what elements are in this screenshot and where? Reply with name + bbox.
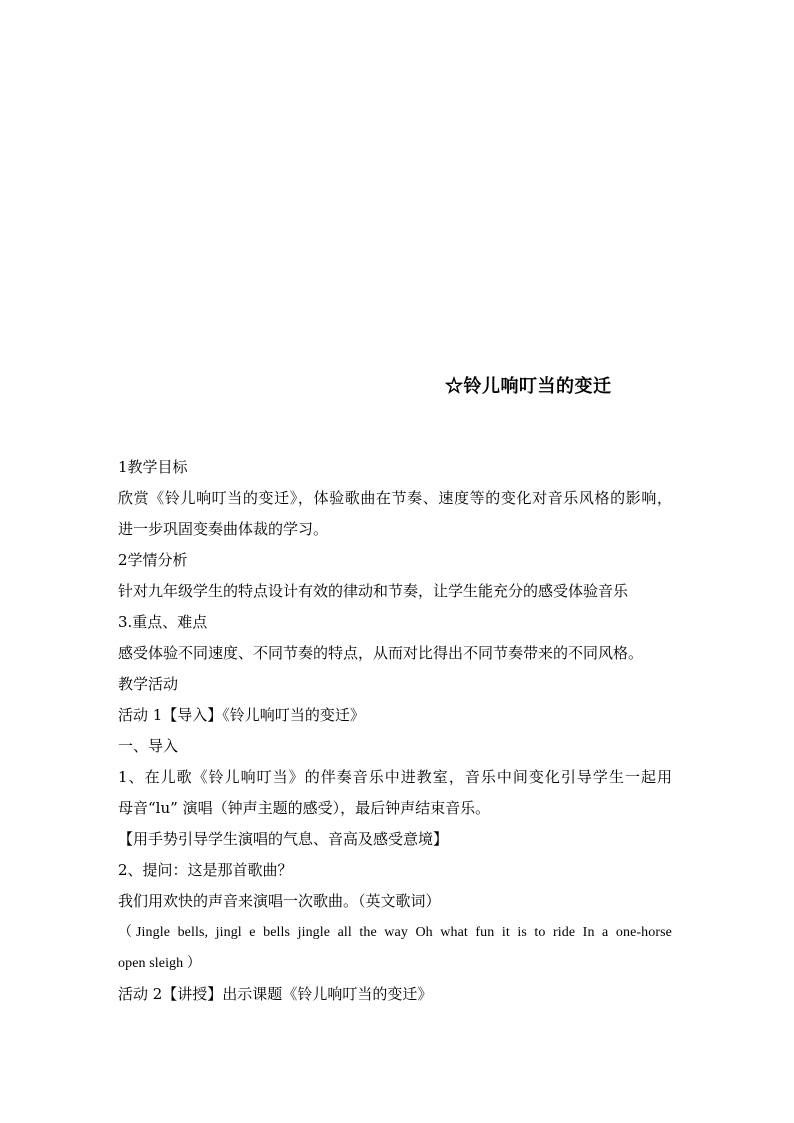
section-heading-activities: 教学活动 [118, 675, 179, 693]
paragraph-line: 2、提问：这是那首歌曲？ [118, 861, 293, 879]
lyrics-line: open sleigh ） [118, 956, 201, 971]
paragraph-line: 欣赏《铃儿响叮当的变迁》，体验歌曲在节奏、速度等的变化对音乐风格的影响， [118, 489, 672, 507]
paragraph-line: 我们用欢快的声音来演唱一次歌曲。（英文歌词） [118, 892, 441, 910]
paragraph-line: 【用手势引导学生演唱的气息、音高及感受意境】 [118, 830, 449, 848]
paragraph-line: 进一步巩固变奏曲体裁的学习。 [118, 520, 329, 538]
paragraph-line: 感受体验不同速度、不同节奏的特点，从而对比得出不同节奏带来的不同风格。 [118, 644, 644, 662]
lyrics-line: （Jingle bells, jingl e bells jingle all the way Oh what fun it is to ride In a one-horse [118, 925, 672, 940]
subsection-heading: 一、导入 [118, 737, 179, 755]
paragraph-line: 针对九年级学生的特点设计有效的律动和节奏，让学生能充分的感受体验音乐 [118, 582, 629, 600]
paragraph-line: 母音“lu” 演唱（钟声主题的感受），最后钟声结束音乐。 [118, 799, 491, 817]
paragraph-line: 1、在儿歌《铃儿响叮当》的伴奏音乐中进教室，音乐中间变化引导学生一起用 [118, 768, 672, 786]
section-heading-teaching-goals: 1教学目标 [118, 458, 188, 476]
section-heading-learner-analysis: 2学情分析 [118, 551, 188, 569]
document-title: ☆铃儿响叮当的变迁 [445, 376, 612, 397]
activity-heading: 活动 2【讲授】出示课题《铃儿响叮当的变迁》 [118, 985, 433, 1003]
document-body [118, 452, 678, 1010]
section-heading-key-points: 3.重点、难点 [118, 613, 208, 631]
activity-heading: 活动 1【导入】《铃儿响叮当的变迁》 [118, 706, 365, 724]
